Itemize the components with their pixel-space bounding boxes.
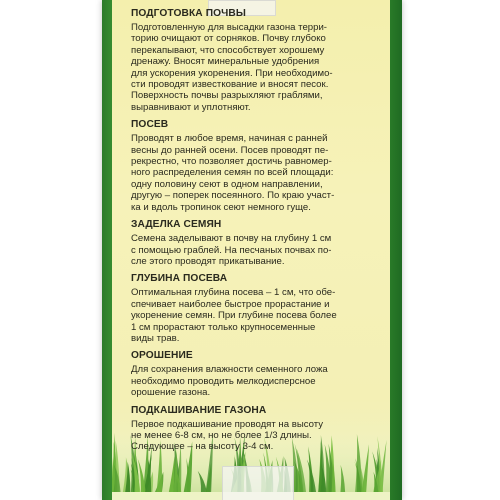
section-heading: ГЛУБИНА ПОСЕВА <box>131 273 228 285</box>
tape-strip-bottom <box>222 466 294 500</box>
section-body: Проводят в любое время, начиная с ранней весны до ранней осени. Посев проводят пе- рекрестно, что позволяет достичь равномер- ного распределения семян по всей площади: одну половину сеют в одном направлении, другую – поперек посеянного. По краю участ- ка и вдоль тропинок сеют немного гуще. <box>131 133 335 213</box>
section-soil-preparation <box>131 8 379 113</box>
section-heading: ОРОШЕНИЕ <box>131 350 193 362</box>
packet-side-edge <box>388 0 402 500</box>
section-body: Для сохранения влажности семенного ложа необходимо проводить мелкодисперсное орошение газона. <box>131 364 328 399</box>
section-heading: ПОСЕВ <box>131 119 169 131</box>
section-heading: ПОДГОТОВКА ПОЧВЫ <box>131 8 246 19</box>
section-body: Оптимальная глубина посева – 1 см, что обе- спечивает наиболее быстрое прорастание и укоренение семян. При глубине посева более 1 см прорастают только крупносеменные виды трав. <box>131 287 337 344</box>
instructions-text <box>131 8 379 459</box>
section-body: Семена заделывают в почву на глубину 1 см с помощью граблей. На песчаных почвах по- сле этого проводят прикатывание. <box>131 233 332 267</box>
section-irrigation <box>131 350 379 398</box>
section-heading: ПОДКАШИВАНИЕ ГАЗОНА <box>131 404 267 416</box>
section-seed-covering <box>131 219 379 267</box>
section-sowing <box>131 119 379 213</box>
section-body: Подготовленную для высадки газона терри- торию очищают от сорняков. Почву глубоко перекапывают, что способствует хорошему дренажу. Вносят минеральные удобрения для ускорения укоренения. При необходимо- сти проводят известкование и вносят песок. Поверхность почвы разрыхляют граблями, выравнивают и уплотняют. <box>131 22 333 113</box>
section-body: Первое подкашивание проводят на высоту не менее 6-8 см, но не более 1/3 длины. Следующее – на высоту 3-4 см. <box>131 418 324 453</box>
section-sowing-depth <box>131 273 379 344</box>
section-heading: ЗАДЕЛКА СЕМЯН <box>131 219 222 231</box>
section-lawn-mowing <box>131 405 379 453</box>
